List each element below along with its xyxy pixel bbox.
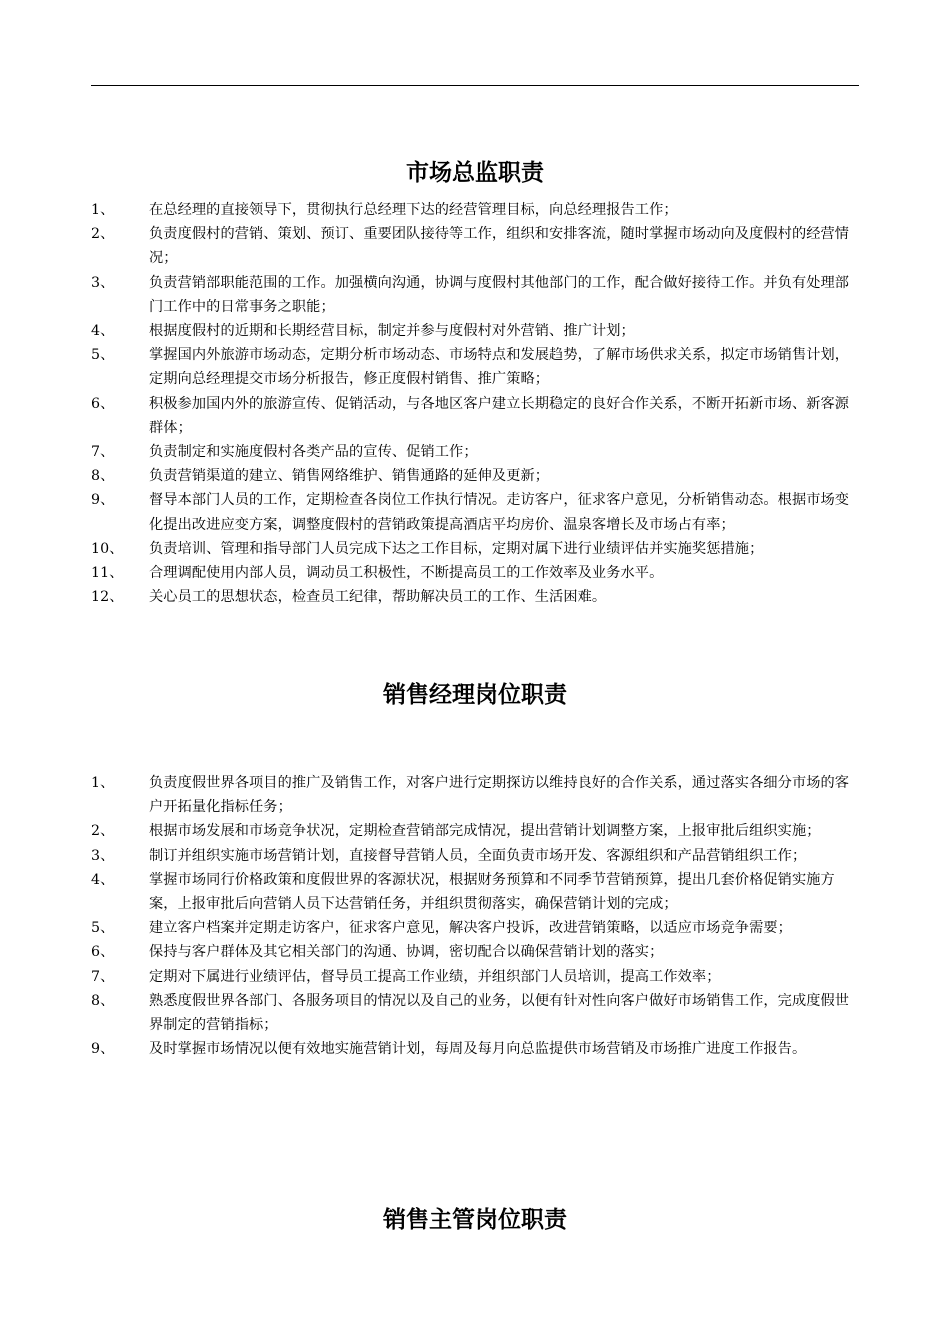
list-item (91, 819, 863, 843)
list-item (91, 965, 863, 989)
list-item (91, 392, 863, 440)
item-number: 8、 (91, 468, 115, 485)
section-title-marketing-director: 市场总监职责 (406, 160, 544, 186)
list-item (91, 222, 863, 270)
item-text: 合理调配使用内部人员，调动员工积极性，不断提高员工的工作效率及业务水平。 (149, 565, 664, 582)
item-number: 1、 (91, 775, 115, 791)
item-number: 7、 (91, 444, 115, 461)
item-number: 3、 (91, 847, 115, 864)
item-number: 2、 (91, 226, 115, 243)
list-item (91, 868, 863, 916)
item-text: 负责营销渠道的建立、销售网络维护、销售通路的延伸及更新； (149, 468, 550, 485)
list-item (91, 537, 863, 561)
sales-manager-duty-list (91, 771, 863, 1061)
item-text: 督导本部门人员的工作，定期检查各岗位工作执行情况。走访客户，征求客户意见，分析销售动态。根据市场变化提出改进应变方案，调整度假村的营销政策提高酒店平均房价、温泉客增长及市场占有率； (149, 492, 850, 533)
item-text: 负责营销部职能范围的工作。加强横向沟通，协调与度假村其他部门的工作，配合做好接待工作。并负有处理部门工作中的日常事务之职能； (149, 274, 850, 315)
item-text: 积极参加国内外的旅游宣传、促销活动，与各地区客户建立长期稳定的良好合作关系，不断开拓新市场、新客源群体； (149, 395, 850, 436)
item-number: 2、 (91, 823, 115, 840)
item-number: 5、 (91, 347, 115, 364)
item-text: 及时掌握市场情况以便有效地实施营销计划，每周及每月向总监提供市场营销及市场推广进度工作报告。 (149, 1041, 807, 1058)
item-text: 建立客户档案并定期走访客户，征求客户意见，解决客户投诉，改进营销策略，以适应市场竞争需要； (149, 920, 792, 937)
list-item (91, 1037, 863, 1061)
item-number: 6、 (91, 944, 115, 961)
item-number: 4、 (91, 871, 115, 888)
item-number: 11、 (91, 565, 124, 582)
header-rule (91, 85, 859, 86)
item-number: 5、 (91, 920, 115, 937)
item-text: 掌握国内外旅游市场动态，定期分析市场动态、市场特点和发展趋势，了解市场供求关系，拟定市场销售计划，定期向总经理提交市场分析报告，修正度假村销售、推广策略； (149, 347, 850, 388)
item-text: 制订并组织实施市场营销计划，直接督导营销人员，全面负责市场开发、客源组织和产品营销组织工作； (149, 847, 807, 864)
item-number: 9、 (91, 492, 115, 509)
marketing-director-duty-list (91, 198, 863, 609)
list-item (91, 464, 863, 488)
item-text: 负责培训、管理和指导部门人员完成下达之工作目标，定期对属下进行业绩评估并实施奖惩措施； (149, 540, 764, 557)
item-text: 负责度假村的营销、策划、预订、重要团队接待等工作，组织和安排客流，随时掌握市场动向及度假村的经营情况； (149, 226, 850, 267)
item-text: 负责制定和实施度假村各类产品的宣传、促销工作； (149, 444, 478, 461)
item-number: 4、 (91, 323, 115, 340)
item-text: 熟悉度假世界各部门、各服务项目的情况以及自己的业务，以便有针对性向客户做好市场销售工作，完成度假世界制定的营销指标； (149, 992, 850, 1034)
item-number: 9、 (91, 1041, 115, 1058)
list-item (91, 989, 863, 1037)
item-text: 关心员工的思想状态，检查员工纪律，帮助解决员工的工作、生活困难。 (149, 589, 607, 606)
item-number: 3、 (91, 274, 115, 291)
list-item (91, 198, 863, 222)
item-number: 7、 (91, 968, 115, 985)
item-number: 6、 (91, 395, 115, 412)
item-number: 12、 (91, 589, 124, 606)
section-title-sales-manager: 销售经理岗位职责 (383, 682, 567, 708)
item-text: 负责度假世界各项目的推广及销售工作，对客户进行定期探访以维持良好的合作关系，通过落实各细分市场的客户开拓量化指标任务； (149, 775, 850, 816)
list-item (91, 585, 863, 609)
list-item (91, 271, 863, 319)
list-item (91, 488, 863, 536)
list-item (91, 844, 863, 868)
item-text: 定期对下属进行业绩评估，督导员工提高工作业绩，并组织部门人员培训，提高工作效率； (149, 968, 721, 985)
list-item (91, 940, 863, 964)
item-text: 根据度假村的近期和长期经营目标，制定并参与度假村对外营销、推广计划； (149, 323, 635, 340)
list-item (91, 561, 863, 585)
list-item (91, 343, 863, 391)
item-number: 8、 (91, 992, 115, 1009)
item-text: 保持与客户群体及其它相关部门的沟通、协调，密切配合以确保营销计划的落实； (149, 944, 664, 961)
item-text: 根据市场发展和市场竞争状况，定期检查营销部完成情况，提出营销计划调整方案，上报审批后组织实施； (149, 823, 821, 840)
list-item (91, 440, 863, 464)
item-number: 1、 (91, 202, 115, 218)
list-item (91, 916, 863, 940)
item-text: 在总经理的直接领导下，贯彻执行总经理下达的经营管理目标，向总经理报告工作； (149, 202, 678, 218)
item-text: 掌握市场同行价格政策和度假世界的客源状况，根据财务预算和不同季节营销预算，提出几套价格促销实施方案，上报审批后向营销人员下达营销任务，并组织贯彻落实，确保营销计划的完成； (149, 871, 835, 913)
list-item (91, 319, 863, 343)
item-number: 10、 (91, 540, 124, 557)
section-title-sales-supervisor: 销售主管岗位职责 (383, 1207, 567, 1233)
list-item (91, 771, 863, 819)
